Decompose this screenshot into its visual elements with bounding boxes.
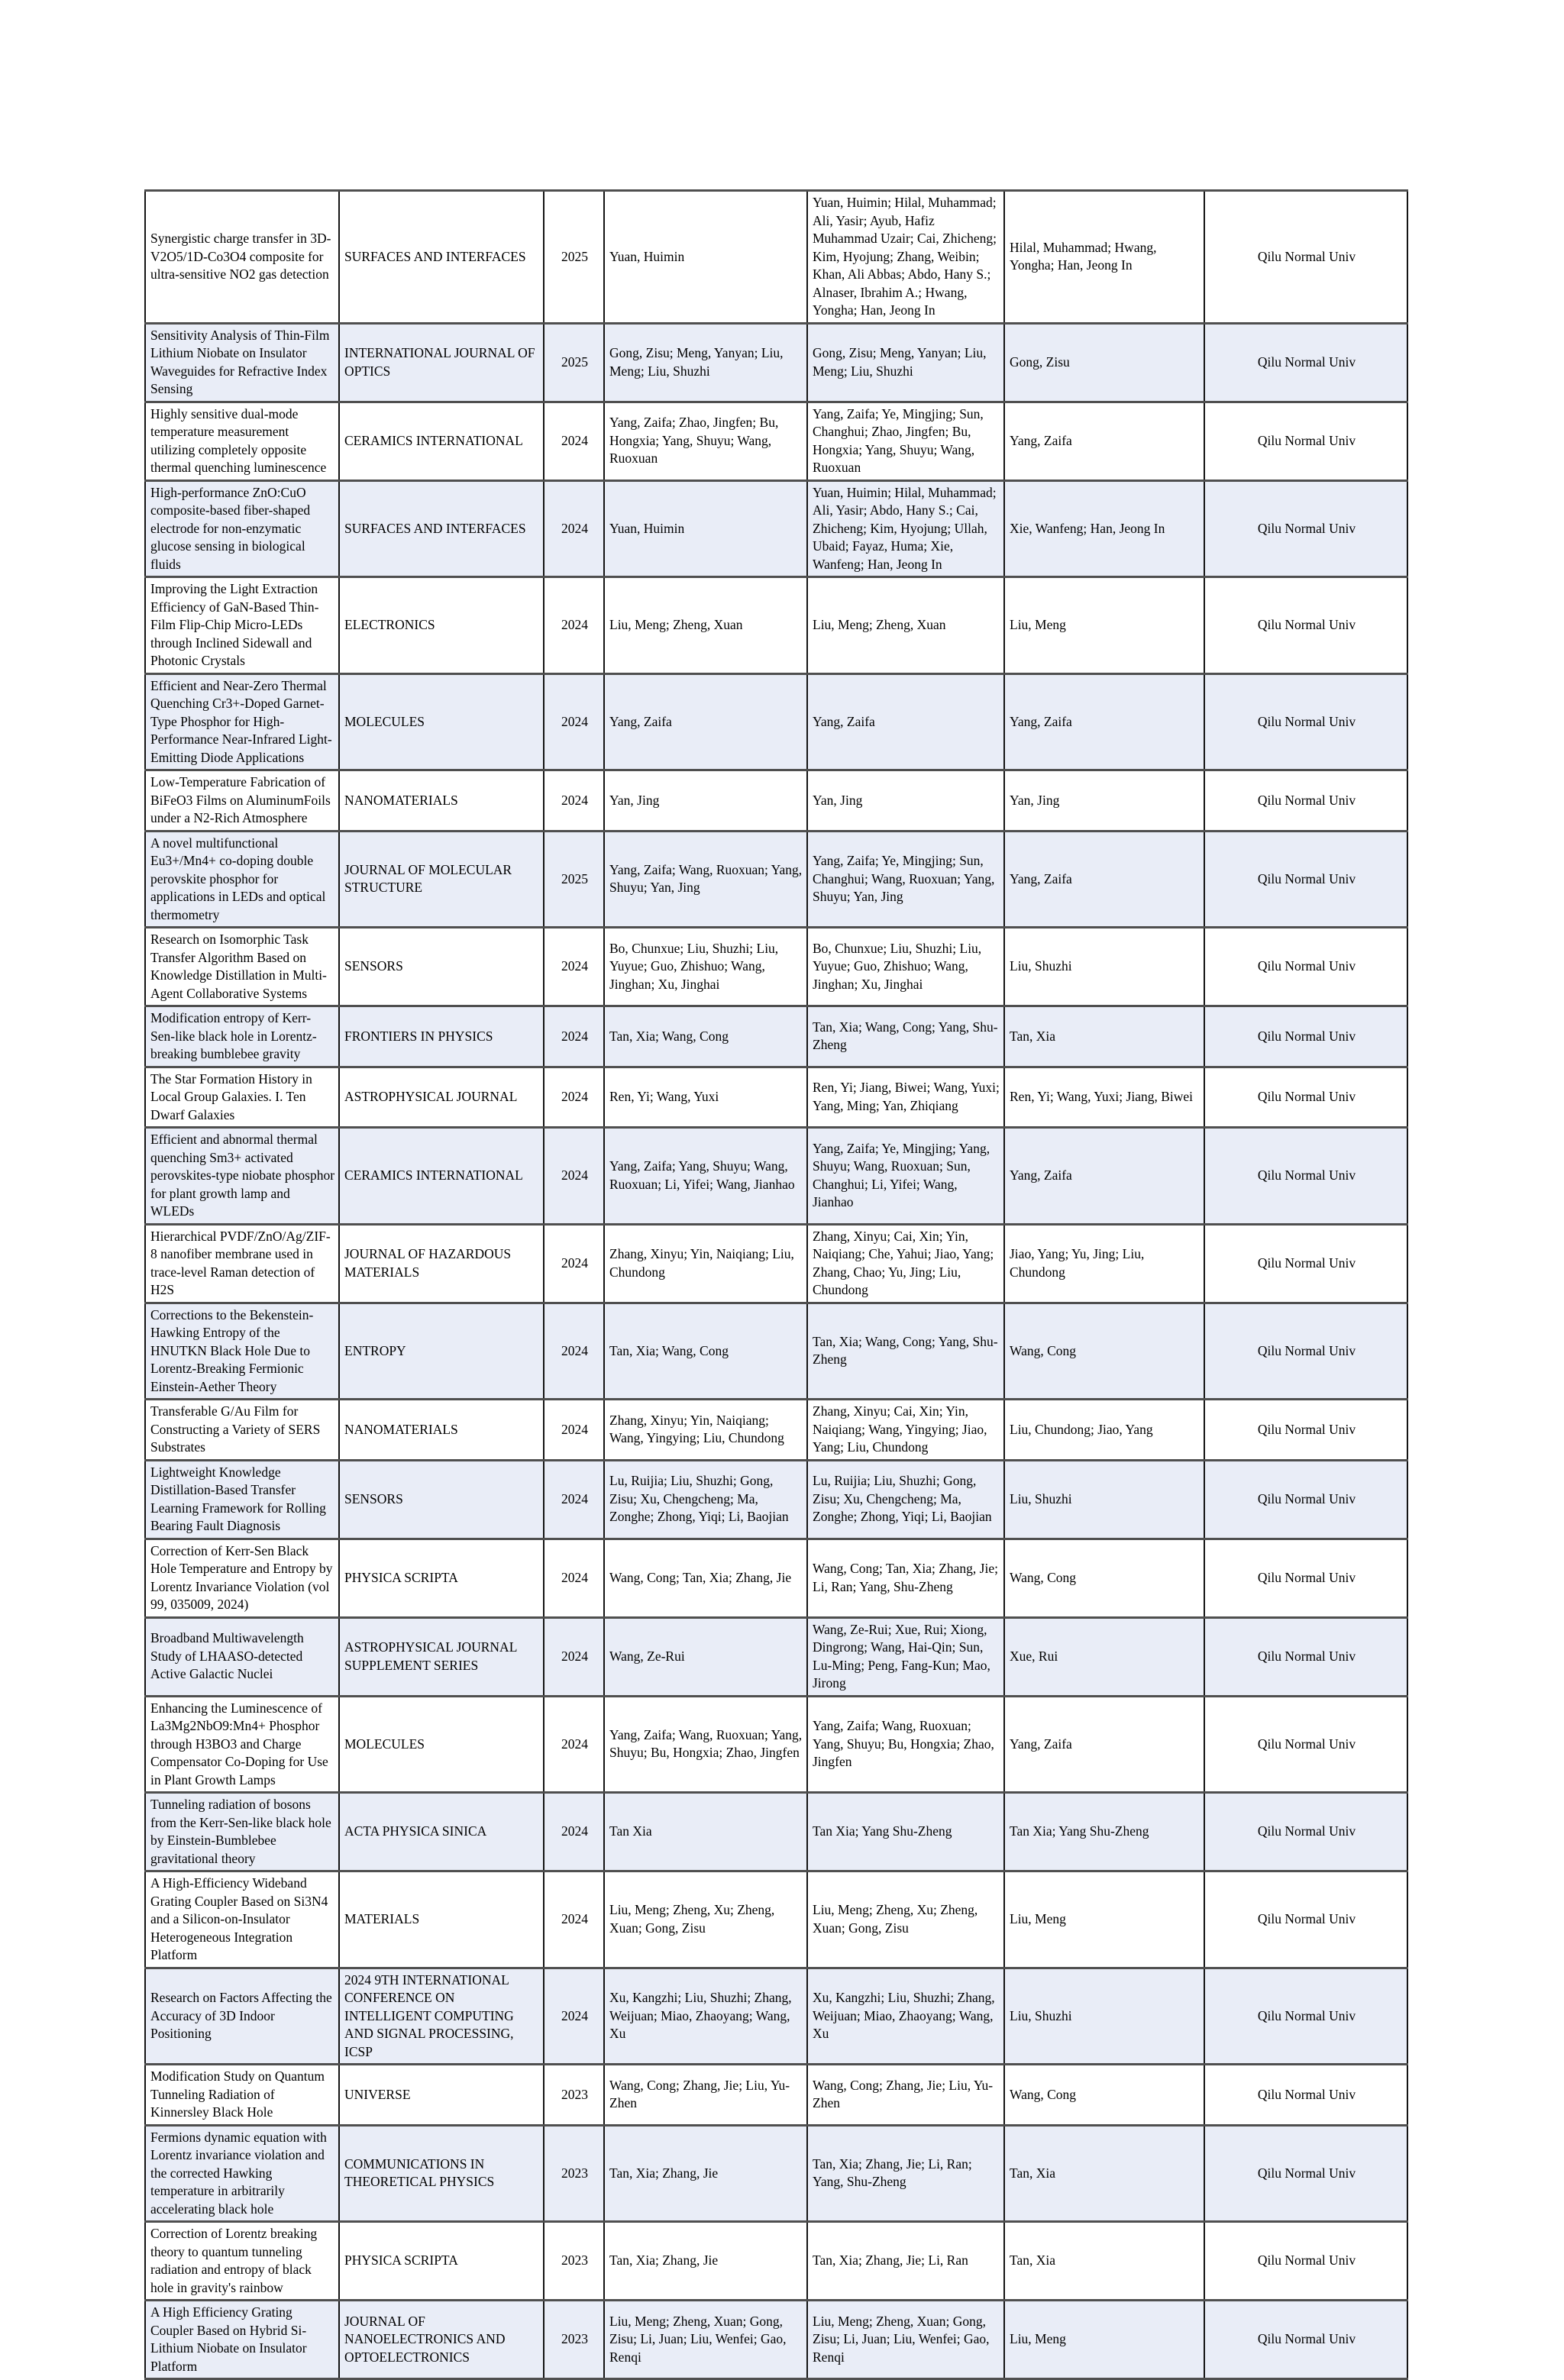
table-row xyxy=(145,191,1407,324)
cell-title: A High Efficiency Grating Coupler Based on Hybrid Si-Lithium Niobate on Insulator Platform xyxy=(145,2301,339,2379)
table-row xyxy=(145,1460,1407,1539)
cell-authors: Bo, Chunxue; Liu, Shuzhi; Liu, Yuyue; Guo, Zhishuo; Wang, Jinghan; Xu, Jinghai xyxy=(604,928,807,1006)
cell-year: 2024 xyxy=(544,1224,604,1303)
cell-title: Corrections to the Bekenstein-Hawking Entropy of the HNUTKN Black Hole Due to Lorentz-Breaking Fermionic Einstein-Aether Theory xyxy=(145,1303,339,1400)
cell-source: SENSORS xyxy=(339,1460,544,1539)
cell-authors-full: Liu, Meng; Zheng, Xuan xyxy=(807,577,1004,674)
cell-corresponding-authors: Yang, Zaifa xyxy=(1004,1696,1204,1793)
cell-source: INTERNATIONAL JOURNAL OF OPTICS xyxy=(339,323,544,402)
cell-corresponding-authors: Tan, Xia xyxy=(1004,2222,1204,2301)
cell-corresponding-authors: Yang, Zaifa xyxy=(1004,831,1204,928)
cell-authors: Yang, Zaifa; Zhao, Jingfen; Bu, Hongxia; Yang, Shuyu; Wang, Ruoxuan xyxy=(604,402,807,480)
cell-affiliation: Qilu Normal Univ xyxy=(1204,1128,1407,1225)
cell-authors: Liu, Meng; Zheng, Xu; Zheng, Xuan; Gong, Zisu xyxy=(604,1871,807,1968)
table-row xyxy=(145,673,1407,770)
cell-affiliation: Qilu Normal Univ xyxy=(1204,577,1407,674)
cell-affiliation: Qilu Normal Univ xyxy=(1204,1617,1407,1696)
cell-title: Tunneling radiation of bosons from the Kerr-Sen-like black hole by Einstein-Bumblebee gravitational theory xyxy=(145,1793,339,1871)
cell-authors-full: Tan, Xia; Wang, Cong; Yang, Shu-Zheng xyxy=(807,1006,1004,1067)
cell-authors: Tan, Xia; Wang, Cong xyxy=(604,1006,807,1067)
cell-year: 2024 xyxy=(544,1067,604,1128)
cell-source: COMMUNICATIONS IN THEORETICAL PHYSICS xyxy=(339,2125,544,2222)
cell-authors-full: Yang, Zaifa; Ye, Mingjing; Sun, Changhui; Zhao, Jingfen; Bu, Hongxia; Yang, Shuyu; Wang, Ruoxuan xyxy=(807,402,1004,480)
cell-source: SENSORS xyxy=(339,928,544,1006)
cell-affiliation: Qilu Normal Univ xyxy=(1204,928,1407,1006)
cell-corresponding-authors: Liu, Shuzhi xyxy=(1004,1968,1204,2065)
cell-corresponding-authors: Hilal, Muhammad; Hwang, Yongha; Han, Jeong In xyxy=(1004,191,1204,324)
cell-year: 2025 xyxy=(544,831,604,928)
cell-authors: Wang, Ze-Rui xyxy=(604,1617,807,1696)
cell-title: Research on Isomorphic Task Transfer Algorithm Based on Knowledge Distillation in Multi-Agent Collaborative Systems xyxy=(145,928,339,1006)
cell-year: 2023 xyxy=(544,2301,604,2379)
cell-source: MATERIALS xyxy=(339,1871,544,1968)
cell-source: ENTROPY xyxy=(339,1303,544,1400)
cell-authors: Wang, Cong; Tan, Xia; Zhang, Jie xyxy=(604,1539,807,1617)
cell-source: JOURNAL OF NANOELECTRONICS AND OPTOELECTRONICS xyxy=(339,2301,544,2379)
cell-source: UNIVERSE xyxy=(339,2065,544,2126)
table-row xyxy=(145,770,1407,832)
cell-corresponding-authors: Xue, Rui xyxy=(1004,1617,1204,1696)
table-row xyxy=(145,1224,1407,1303)
cell-authors-full: Bo, Chunxue; Liu, Shuzhi; Liu, Yuyue; Guo, Zhishuo; Wang, Jinghan; Xu, Jinghai xyxy=(807,928,1004,1006)
cell-year: 2024 xyxy=(544,928,604,1006)
cell-affiliation: Qilu Normal Univ xyxy=(1204,1696,1407,1793)
cell-title: A novel multifunctional Eu3+/Mn4+ co-doping double perovskite phosphor for applications in LEDs and optical thermometry xyxy=(145,831,339,928)
cell-corresponding-authors: Yang, Zaifa xyxy=(1004,1128,1204,1225)
cell-corresponding-authors: Liu, Chundong; Jiao, Yang xyxy=(1004,1400,1204,1461)
table-row xyxy=(145,1303,1407,1400)
cell-year: 2024 xyxy=(544,1400,604,1461)
cell-year: 2024 xyxy=(544,1006,604,1067)
cell-affiliation: Qilu Normal Univ xyxy=(1204,1793,1407,1871)
cell-authors-full: Tan, Xia; Zhang, Jie; Li, Ran; Yang, Shu-Zheng xyxy=(807,2125,1004,2222)
cell-source: JOURNAL OF HAZARDOUS MATERIALS xyxy=(339,1224,544,1303)
cell-source: MOLECULES xyxy=(339,673,544,770)
cell-authors-full: Wang, Ze-Rui; Xue, Rui; Xiong, Dingrong; Wang, Hai-Qin; Sun, Lu-Ming; Peng, Fang-Kun; Mao, Jirong xyxy=(807,1617,1004,1696)
cell-year: 2024 xyxy=(544,1617,604,1696)
cell-authors-full: Wang, Cong; Tan, Xia; Zhang, Jie; Li, Ran; Yang, Shu-Zheng xyxy=(807,1539,1004,1617)
table-row xyxy=(145,402,1407,480)
table-row xyxy=(145,1968,1407,2065)
cell-source: ELECTRONICS xyxy=(339,577,544,674)
cell-authors-full: Yang, Zaifa xyxy=(807,673,1004,770)
cell-authors: Yan, Jing xyxy=(604,770,807,832)
cell-affiliation: Qilu Normal Univ xyxy=(1204,191,1407,324)
cell-title: Efficient and abnormal thermal quenching Sm3+ activated perovskites-type niobate phosphor for plant growth lamp and WLEDs xyxy=(145,1128,339,1225)
cell-authors: Yuan, Huimin xyxy=(604,191,807,324)
cell-source: SURFACES AND INTERFACES xyxy=(339,480,544,577)
cell-title: Modification entropy of Kerr-Sen-like black hole in Lorentz-breaking bumblebee gravity xyxy=(145,1006,339,1067)
cell-authors-full: Xu, Kangzhi; Liu, Shuzhi; Zhang, Weijuan; Miao, Zhaoyang; Wang, Xu xyxy=(807,1968,1004,2065)
cell-affiliation: Qilu Normal Univ xyxy=(1204,831,1407,928)
cell-authors: Tan, Xia; Zhang, Jie xyxy=(604,2125,807,2222)
cell-affiliation: Qilu Normal Univ xyxy=(1204,1224,1407,1303)
cell-corresponding-authors: Gong, Zisu xyxy=(1004,323,1204,402)
cell-authors: Zhang, Xinyu; Yin, Naiqiang; Wang, Yingying; Liu, Chundong xyxy=(604,1400,807,1461)
cell-authors: Xu, Kangzhi; Liu, Shuzhi; Zhang, Weijuan; Miao, Zhaoyang; Wang, Xu xyxy=(604,1968,807,2065)
cell-affiliation: Qilu Normal Univ xyxy=(1204,1968,1407,2065)
table-row xyxy=(145,2065,1407,2126)
cell-authors-full: Yuan, Huimin; Hilal, Muhammad; Ali, Yasir; Abdo, Hany S.; Cai, Zhicheng; Kim, Hyojung; Ullah, Ubaid; Fayaz, Huma; Xie, Wanfeng; Han, Jeong In xyxy=(807,480,1004,577)
cell-year: 2024 xyxy=(544,1696,604,1793)
cell-year: 2023 xyxy=(544,2065,604,2126)
cell-source: FRONTIERS IN PHYSICS xyxy=(339,1006,544,1067)
cell-authors-full: Gong, Zisu; Meng, Yanyan; Liu, Meng; Liu, Shuzhi xyxy=(807,323,1004,402)
cell-corresponding-authors: Wang, Cong xyxy=(1004,1539,1204,1617)
table-row xyxy=(145,1128,1407,1225)
cell-affiliation: Qilu Normal Univ xyxy=(1204,2065,1407,2126)
cell-title: Hierarchical PVDF/ZnO/Ag/ZIF-8 nanofiber membrane used in trace-level Raman detection of H2S xyxy=(145,1224,339,1303)
table-row xyxy=(145,1067,1407,1128)
cell-affiliation: Qilu Normal Univ xyxy=(1204,673,1407,770)
cell-authors-full: Zhang, Xinyu; Cai, Xin; Yin, Naiqiang; Che, Yahui; Jiao, Yang; Zhang, Chao; Yu, Jing; Liu, Chundong xyxy=(807,1224,1004,1303)
cell-title: Fermions dynamic equation with Lorentz invariance violation and the corrected Hawking temperature in arbitrarily accelerating black hole xyxy=(145,2125,339,2222)
cell-corresponding-authors: Tan, Xia xyxy=(1004,2125,1204,2222)
cell-year: 2025 xyxy=(544,191,604,324)
cell-authors-full: Yan, Jing xyxy=(807,770,1004,832)
cell-corresponding-authors: Wang, Cong xyxy=(1004,2065,1204,2126)
table-row xyxy=(145,577,1407,674)
table-row xyxy=(145,831,1407,928)
cell-title: Improving the Light Extraction Efficiency of GaN-Based Thin-Film Flip-Chip Micro-LEDs through Inclined Sidewall and Photonic Crystals xyxy=(145,577,339,674)
cell-authors-full: Tan Xia; Yang Shu-Zheng xyxy=(807,1793,1004,1871)
cell-year: 2023 xyxy=(544,2125,604,2222)
cell-title: Correction of Kerr-Sen Black Hole Temperature and Entropy by Lorentz Invariance Violation (vol 99, 035009, 2024) xyxy=(145,1539,339,1617)
cell-affiliation: Qilu Normal Univ xyxy=(1204,2301,1407,2379)
cell-source: ASTROPHYSICAL JOURNAL SUPPLEMENT SERIES xyxy=(339,1617,544,1696)
cell-source: JOURNAL OF MOLECULAR STRUCTURE xyxy=(339,831,544,928)
cell-title: High-performance ZnO:CuO composite-based fiber-shaped electrode for non-enzymatic glucose sensing in biological fluids xyxy=(145,480,339,577)
cell-corresponding-authors: Wang, Cong xyxy=(1004,1303,1204,1400)
cell-authors-full: Zhang, Xinyu; Cai, Xin; Yin, Naiqiang; Wang, Yingying; Jiao, Yang; Liu, Chundong xyxy=(807,1400,1004,1461)
cell-authors: Liu, Meng; Zheng, Xuan; Gong, Zisu; Li, Juan; Liu, Wenfei; Gao, Renqi xyxy=(604,2301,807,2379)
cell-affiliation: Qilu Normal Univ xyxy=(1204,770,1407,832)
cell-title: The Star Formation History in Local Group Galaxies. I. Ten Dwarf Galaxies xyxy=(145,1067,339,1128)
cell-year: 2024 xyxy=(544,1968,604,2065)
table-row xyxy=(145,2301,1407,2379)
cell-title: Lightweight Knowledge Distillation-Based Transfer Learning Framework for Rolling Bearing Fault Diagnosis xyxy=(145,1460,339,1539)
cell-corresponding-authors: Liu, Meng xyxy=(1004,577,1204,674)
cell-authors-full: Yuan, Huimin; Hilal, Muhammad; Ali, Yasir; Ayub, Hafiz Muhammad Uzair; Cai, Zhicheng; Kim, Hyojung; Zhang, Weibin; Khan, Ali Abbas; Abdo, Hany S.; Alnaser, Ibrahim A.; Hwang, Yongha; Han, Jeong In xyxy=(807,191,1004,324)
cell-source: ACTA PHYSICA SINICA xyxy=(339,1793,544,1871)
publications-table-body xyxy=(145,191,1407,2379)
cell-title: Transferable G/Au Film for Constructing a Variety of SERS Substrates xyxy=(145,1400,339,1461)
cell-year: 2024 xyxy=(544,1793,604,1871)
cell-authors: Wang, Cong; Zhang, Jie; Liu, Yu-Zhen xyxy=(604,2065,807,2126)
table-row xyxy=(145,1696,1407,1793)
cell-authors: Ren, Yi; Wang, Yuxi xyxy=(604,1067,807,1128)
cell-year: 2024 xyxy=(544,577,604,674)
cell-authors: Yuan, Huimin xyxy=(604,480,807,577)
cell-corresponding-authors: Yan, Jing xyxy=(1004,770,1204,832)
cell-year: 2024 xyxy=(544,402,604,480)
cell-source: MOLECULES xyxy=(339,1696,544,1793)
cell-corresponding-authors: Yang, Zaifa xyxy=(1004,402,1204,480)
cell-authors-full: Liu, Meng; Zheng, Xu; Zheng, Xuan; Gong, Zisu xyxy=(807,1871,1004,1968)
cell-corresponding-authors: Liu, Shuzhi xyxy=(1004,928,1204,1006)
cell-year: 2024 xyxy=(544,770,604,832)
cell-source: PHYSICA SCRIPTA xyxy=(339,2222,544,2301)
cell-affiliation: Qilu Normal Univ xyxy=(1204,1460,1407,1539)
cell-corresponding-authors: Liu, Meng xyxy=(1004,1871,1204,1968)
cell-source: CERAMICS INTERNATIONAL xyxy=(339,402,544,480)
table-row xyxy=(145,1400,1407,1461)
table-row xyxy=(145,2125,1407,2222)
cell-authors: Yang, Zaifa; Wang, Ruoxuan; Yang, Shuyu; Yan, Jing xyxy=(604,831,807,928)
cell-year: 2024 xyxy=(544,1871,604,1968)
table-row xyxy=(145,2222,1407,2301)
cell-authors-full: Wang, Cong; Zhang, Jie; Liu, Yu-Zhen xyxy=(807,2065,1004,2126)
cell-source: NANOMATERIALS xyxy=(339,1400,544,1461)
cell-title: Correction of Lorentz breaking theory to quantum tunneling radiation and entropy of black hole in gravity's rainbow xyxy=(145,2222,339,2301)
cell-year: 2024 xyxy=(544,480,604,577)
cell-year: 2024 xyxy=(544,1303,604,1400)
cell-authors: Zhang, Xinyu; Yin, Naiqiang; Liu, Chundong xyxy=(604,1224,807,1303)
cell-authors: Yang, Zaifa; Wang, Ruoxuan; Yang, Shuyu; Bu, Hongxia; Zhao, Jingfen xyxy=(604,1696,807,1793)
table-row xyxy=(145,1617,1407,1696)
cell-affiliation: Qilu Normal Univ xyxy=(1204,1067,1407,1128)
cell-title: Efficient and Near-Zero Thermal Quenching Cr3+-Doped Garnet-Type Phosphor for High-Performance Near-Infrared Light-Emitting Diode Applications xyxy=(145,673,339,770)
cell-corresponding-authors: Yang, Zaifa xyxy=(1004,673,1204,770)
cell-authors: Tan, Xia; Wang, Cong xyxy=(604,1303,807,1400)
cell-source: 2024 9TH INTERNATIONAL CONFERENCE ON INTELLIGENT COMPUTING AND SIGNAL PROCESSING, ICSP xyxy=(339,1968,544,2065)
cell-year: 2024 xyxy=(544,1460,604,1539)
cell-corresponding-authors: Liu, Meng xyxy=(1004,2301,1204,2379)
cell-authors-full: Tan, Xia; Zhang, Jie; Li, Ran xyxy=(807,2222,1004,2301)
cell-title: Modification Study on Quantum Tunneling Radiation of Kinnersley Black Hole xyxy=(145,2065,339,2126)
cell-authors: Yang, Zaifa; Yang, Shuyu; Wang, Ruoxuan; Li, Yifei; Wang, Jianhao xyxy=(604,1128,807,1225)
cell-corresponding-authors: Jiao, Yang; Yu, Jing; Liu, Chundong xyxy=(1004,1224,1204,1303)
cell-title: Highly sensitive dual-mode temperature measurement utilizing completely opposite thermal quenching luminescence xyxy=(145,402,339,480)
cell-affiliation: Qilu Normal Univ xyxy=(1204,1303,1407,1400)
cell-affiliation: Qilu Normal Univ xyxy=(1204,1006,1407,1067)
cell-source: NANOMATERIALS xyxy=(339,770,544,832)
cell-title: Low-Temperature Fabrication of BiFeO3 Films on AluminumFoils under a N2-Rich Atmosphere xyxy=(145,770,339,832)
cell-authors: Liu, Meng; Zheng, Xuan xyxy=(604,577,807,674)
cell-year: 2024 xyxy=(544,1128,604,1225)
cell-year: 2024 xyxy=(544,673,604,770)
cell-year: 2025 xyxy=(544,323,604,402)
publications-table xyxy=(144,189,1408,2380)
table-row xyxy=(145,1793,1407,1871)
cell-affiliation: Qilu Normal Univ xyxy=(1204,323,1407,402)
cell-corresponding-authors: Xie, Wanfeng; Han, Jeong In xyxy=(1004,480,1204,577)
cell-title: Broadband Multiwavelength Study of LHAASO-detected Active Galactic Nuclei xyxy=(145,1617,339,1696)
cell-title: Research on Factors Affecting the Accuracy of 3D Indoor Positioning xyxy=(145,1968,339,2065)
cell-corresponding-authors: Tan Xia; Yang Shu-Zheng xyxy=(1004,1793,1204,1871)
cell-source: CERAMICS INTERNATIONAL xyxy=(339,1128,544,1225)
cell-authors: Lu, Ruijia; Liu, Shuzhi; Gong, Zisu; Xu, Chengcheng; Ma, Zonghe; Zhong, Yiqi; Li, Baojian xyxy=(604,1460,807,1539)
table-row xyxy=(145,1871,1407,1968)
cell-authors: Gong, Zisu; Meng, Yanyan; Liu, Meng; Liu, Shuzhi xyxy=(604,323,807,402)
cell-title: Synergistic charge transfer in 3D-V2O5/1D-Co3O4 composite for ultra-sensitive NO2 gas detection xyxy=(145,191,339,324)
cell-authors-full: Yang, Zaifa; Ye, Mingjing; Sun, Changhui; Wang, Ruoxuan; Yang, Shuyu; Yan, Jing xyxy=(807,831,1004,928)
cell-affiliation: Qilu Normal Univ xyxy=(1204,2125,1407,2222)
cell-authors: Yang, Zaifa xyxy=(604,673,807,770)
table-row xyxy=(145,323,1407,402)
cell-source: SURFACES AND INTERFACES xyxy=(339,191,544,324)
table-row xyxy=(145,1006,1407,1067)
cell-source: PHYSICA SCRIPTA xyxy=(339,1539,544,1617)
cell-authors-full: Yang, Zaifa; Wang, Ruoxuan; Yang, Shuyu; Bu, Hongxia; Zhao, Jingfen xyxy=(807,1696,1004,1793)
cell-affiliation: Qilu Normal Univ xyxy=(1204,1871,1407,1968)
cell-year: 2023 xyxy=(544,2222,604,2301)
cell-source: ASTROPHYSICAL JOURNAL xyxy=(339,1067,544,1128)
cell-affiliation: Qilu Normal Univ xyxy=(1204,2222,1407,2301)
cell-authors-full: Yang, Zaifa; Ye, Mingjing; Yang, Shuyu; Wang, Ruoxuan; Sun, Changhui; Li, Yifei; Wang, Jianhao xyxy=(807,1128,1004,1225)
cell-corresponding-authors: Liu, Shuzhi xyxy=(1004,1460,1204,1539)
cell-year: 2024 xyxy=(544,1539,604,1617)
table-row xyxy=(145,1539,1407,1617)
table-row xyxy=(145,480,1407,577)
cell-title: Enhancing the Luminescence of La3Mg2NbO9:Mn4+ Phosphor through H3BO3 and Charge Compensator Co-Doping for Use in Plant Growth Lamps xyxy=(145,1696,339,1793)
cell-corresponding-authors: Tan, Xia xyxy=(1004,1006,1204,1067)
cell-authors-full: Liu, Meng; Zheng, Xuan; Gong, Zisu; Li, Juan; Liu, Wenfei; Gao, Renqi xyxy=(807,2301,1004,2379)
cell-affiliation: Qilu Normal Univ xyxy=(1204,480,1407,577)
table-row xyxy=(145,928,1407,1006)
cell-authors-full: Tan, Xia; Wang, Cong; Yang, Shu-Zheng xyxy=(807,1303,1004,1400)
cell-affiliation: Qilu Normal Univ xyxy=(1204,402,1407,480)
cell-affiliation: Qilu Normal Univ xyxy=(1204,1400,1407,1461)
cell-authors-full: Lu, Ruijia; Liu, Shuzhi; Gong, Zisu; Xu, Chengcheng; Ma, Zonghe; Zhong, Yiqi; Li, Baojian xyxy=(807,1460,1004,1539)
cell-title: Sensitivity Analysis of Thin-Film Lithium Niobate on Insulator Waveguides for Refractive Index Sensing xyxy=(145,323,339,402)
cell-authors: Tan Xia xyxy=(604,1793,807,1871)
cell-title: A High-Efficiency Wideband Grating Coupler Based on Si3N4 and a Silicon-on-Insulator Heterogeneous Integration Platform xyxy=(145,1871,339,1968)
cell-affiliation: Qilu Normal Univ xyxy=(1204,1539,1407,1617)
cell-authors: Tan, Xia; Zhang, Jie xyxy=(604,2222,807,2301)
cell-corresponding-authors: Ren, Yi; Wang, Yuxi; Jiang, Biwei xyxy=(1004,1067,1204,1128)
cell-authors-full: Ren, Yi; Jiang, Biwei; Wang, Yuxi; Yang, Ming; Yan, Zhiqiang xyxy=(807,1067,1004,1128)
